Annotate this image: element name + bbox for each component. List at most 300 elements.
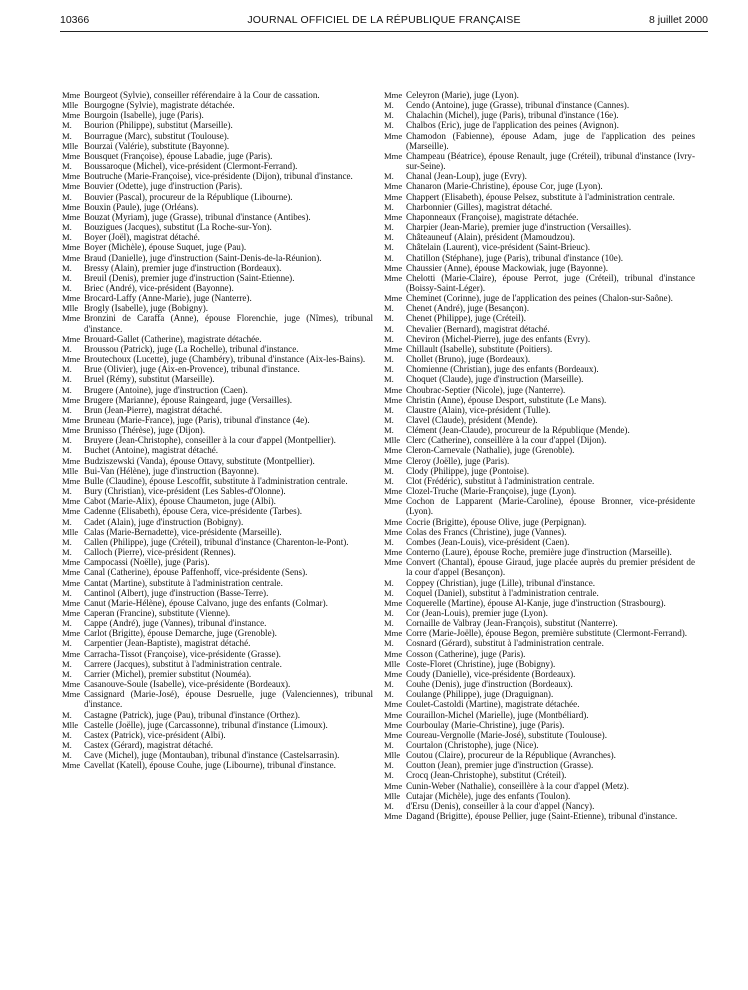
- entry-title: Mme: [62, 506, 81, 517]
- list-item: [384, 415, 695, 425]
- list-item: [62, 517, 373, 527]
- entry-title: M.: [384, 242, 394, 253]
- list-item: [384, 222, 695, 232]
- entry-title: M.: [62, 232, 72, 243]
- entry-text: Bourrague (Marc), substitut (Toulouse).: [84, 130, 230, 141]
- entry-title: Mme: [62, 567, 81, 578]
- entry-title: Mme: [62, 425, 81, 436]
- entry-text: Convert (Chantal), épouse Giraud, juge placée auprès du premier président de la cour d'appel (Besançon).: [406, 557, 695, 578]
- entry-text: Cassignard (Marie-José), épouse Desruelle, juge (Valenciennes), tribunal d'instance.: [84, 689, 373, 710]
- entry-text: Cappe (André), juge (Vannes), tribunal d'instance.: [84, 618, 267, 629]
- entry-title: Mme: [62, 628, 81, 639]
- list-item: [62, 273, 373, 283]
- entry-title: Mme: [62, 679, 81, 690]
- entry-title: Mme: [384, 90, 403, 100]
- issue-date: 8 juillet 2000: [649, 14, 708, 26]
- list-item: [384, 760, 695, 770]
- list-item: [62, 293, 373, 303]
- entry-title: M.: [62, 445, 72, 456]
- list-item: [62, 608, 373, 618]
- list-item: [384, 232, 695, 242]
- entry-title: Mme: [384, 516, 403, 527]
- entry-title: M.: [62, 130, 72, 141]
- entry-text: Cutajar (Michèle), juge des enfants (Toulon).: [406, 790, 571, 801]
- entry-title: M.: [62, 191, 72, 202]
- entry-title: M.: [384, 303, 394, 314]
- entry-title: Mme: [62, 475, 81, 486]
- list-item: [62, 506, 373, 516]
- entry-text: Breuil (Denis), premier juge d'instruction (Saint-Etienne).: [84, 272, 295, 283]
- entry-text: Combes (Jean-Louis), vice-président (Caen).: [406, 536, 570, 547]
- entry-title: Mme: [384, 384, 403, 395]
- list-item: [62, 344, 373, 354]
- list-item: [384, 354, 695, 364]
- list-item: [62, 659, 373, 669]
- list-item: [384, 131, 695, 151]
- entry-title: Mme: [62, 293, 81, 304]
- list-item: [384, 90, 695, 100]
- entry-text: Cave (Michel), juge (Montauban), tribunal d'instance (Castelsarrasin).: [84, 750, 340, 761]
- entry-text: Charpier (Jean-Marie), premier juge d'instruction (Versailles).: [406, 222, 632, 233]
- entry-title: Mme: [62, 313, 81, 324]
- entry-text: Cosson (Catherine), juge (Paris).: [406, 648, 526, 659]
- entry-title: Mme: [384, 272, 403, 283]
- list-item: [62, 435, 373, 445]
- entry-title: M.: [384, 171, 394, 182]
- list-item: [384, 740, 695, 750]
- list-item: [62, 141, 373, 151]
- entry-text: Claustre (Alain), vice-président (Tulle).: [406, 404, 551, 415]
- list-item: [62, 161, 373, 171]
- list-item: [384, 720, 695, 730]
- entry-title: M.: [62, 404, 72, 415]
- entry-text: Carrere (Jacques), substitut à l'administration centrale.: [84, 658, 282, 669]
- entry-title: M.: [62, 750, 72, 761]
- entry-text: Bronzini de Caraffa (Anne), épouse Florenchie, juge (Nîmes), tribunal d'instance.: [84, 313, 373, 334]
- list-item: [62, 486, 373, 496]
- list-item: [62, 567, 373, 577]
- entry-title: Mme: [62, 394, 81, 405]
- entry-text: Brogly (Isabelle), juge (Bobigny).: [84, 303, 209, 314]
- entry-text: Canal (Catherine), épouse Paffenhoff, vice-présidente (Sens).: [84, 567, 308, 578]
- list-item: [384, 445, 695, 455]
- list-item: [62, 649, 373, 659]
- list-item: [384, 557, 695, 577]
- entry-text: Dagand (Brigitte), épouse Pellier, juge (Saint-Etienne), tribunal d'instance.: [406, 811, 678, 822]
- list-item: [384, 293, 695, 303]
- entry-title: M.: [62, 435, 72, 446]
- entry-text: Bui-Van (Hélène), juge d'instruction (Bayonne).: [84, 465, 259, 476]
- entry-title: M.: [62, 587, 72, 598]
- entry-text: Bourgoin (Isabelle), juge (Paris).: [84, 110, 204, 121]
- list-item: [62, 537, 373, 547]
- entry-title: Mlle: [384, 658, 401, 669]
- entry-title: Mme: [62, 577, 81, 588]
- entry-title: M.: [384, 404, 394, 415]
- list-item: [62, 628, 373, 638]
- entry-title: Mme: [384, 455, 403, 466]
- entry-text: Broutechoux (Lucette), juge (Chambéry), tribunal d'instance (Aix-les-Bains).: [84, 354, 366, 365]
- list-item: [384, 364, 695, 374]
- entry-title: Mme: [62, 415, 81, 425]
- list-item: [384, 263, 695, 273]
- list-item: [384, 679, 695, 689]
- entry-text: Bruel (Rémy), substitut (Marseille).: [84, 374, 215, 385]
- list-item: [384, 811, 695, 821]
- entry-text: Coureau-Vergnolle (Marie-José), substitute (Toulouse).: [406, 729, 607, 740]
- entry-title: Mme: [62, 557, 81, 568]
- entry-text: Chenet (Philippe), juge (Créteil).: [406, 313, 526, 324]
- list-item: [62, 730, 373, 740]
- entry-text: Charbonnier (Gilles), magistrat détaché.: [406, 201, 553, 212]
- entry-text: Christin (Anne), épouse Desport, substitute (Le Mans).: [406, 394, 607, 405]
- entry-text: Budziszewski (Vanda), épouse Ottavy, substitute (Montpellier).: [84, 455, 315, 466]
- entry-title: Mlle: [62, 465, 79, 476]
- list-item: [62, 90, 373, 100]
- entry-title: Mme: [62, 150, 81, 161]
- entry-text: Cor (Jean-Louis), premier juge (Lyon).: [406, 607, 548, 618]
- list-item: [62, 192, 373, 202]
- entry-text: Cocrie (Brigitte), épouse Olive, juge (Perpignan).: [406, 516, 587, 527]
- entry-text: Cosnard (Gérard), substitut à l'administration centrale.: [406, 638, 604, 649]
- entry-text: Brugere (Marianne), épouse Raingeard, juge (Versailles).: [84, 394, 293, 405]
- entry-text: Clody (Philippe), juge (Pontoise).: [406, 465, 530, 476]
- list-item: [384, 801, 695, 811]
- list-item: [384, 598, 695, 608]
- entry-title: M.: [384, 415, 394, 425]
- entry-title: M.: [384, 770, 394, 781]
- entry-title: M.: [384, 679, 394, 690]
- entry-text: Buchet (Antoine), magistrat détaché.: [84, 445, 219, 456]
- entry-text: Corre (Marie-Joëlle), épouse Begon, première substitute (Clermont-Ferrand).: [406, 628, 688, 639]
- entry-text: Coutou (Claire), procureur de la République (Avranches).: [406, 750, 616, 761]
- list-item: [384, 151, 695, 171]
- entry-title: M.: [62, 740, 72, 750]
- list-item: [384, 405, 695, 415]
- entry-text: Cantat (Martine), substitute à l'administration centrale.: [84, 577, 283, 588]
- entry-title: Mme: [62, 110, 81, 121]
- list-item: [384, 699, 695, 709]
- entry-title: M.: [62, 161, 72, 172]
- list-item: [62, 263, 373, 273]
- header-rule: [60, 31, 708, 32]
- list-item: [384, 273, 695, 293]
- entry-title: M.: [384, 232, 394, 243]
- list-item: [62, 334, 373, 344]
- entry-title: M.: [384, 333, 394, 344]
- list-item: [384, 608, 695, 618]
- list-item: [62, 131, 373, 141]
- list-item: [62, 232, 373, 242]
- entry-title: M.: [62, 343, 72, 354]
- entry-text: Bourzai (Valérie), substitute (Bayonne).: [84, 140, 230, 151]
- list-item: [384, 527, 695, 537]
- list-item: [62, 395, 373, 405]
- list-item: [62, 374, 373, 384]
- entry-title: Mme: [384, 547, 403, 558]
- entry-title: Mlle: [62, 719, 79, 730]
- entry-text: Clavel (Claude), président (Mende).: [406, 415, 538, 425]
- entry-title: M.: [384, 607, 394, 618]
- entry-text: d'Ersu (Denis), conseiller à la cour d'appel (Nancy).: [406, 800, 595, 811]
- entry-text: Calloch (Pierre), vice-président (Rennes).: [84, 547, 236, 558]
- list-item: [384, 476, 695, 486]
- list-item: [384, 334, 695, 344]
- entry-title: M.: [384, 475, 394, 486]
- list-item: [62, 750, 373, 760]
- entry-text: Brocard-Laffy (Anne-Marie), juge (Nanterre).: [84, 293, 252, 304]
- entry-title: M.: [62, 486, 72, 497]
- entry-text: Calas (Marie-Bernadette), vice-présidente (Marseille).: [84, 526, 282, 537]
- list-item: [62, 415, 373, 425]
- entry-title: Mlle: [384, 790, 401, 801]
- list-item: [62, 578, 373, 588]
- entry-text: Chollet (Bruno), juge (Bordeaux).: [406, 354, 531, 365]
- list-item: [384, 537, 695, 547]
- entry-text: Cheviron (Michel-Pierre), juge des enfants (Evry).: [406, 333, 591, 344]
- list-item: [384, 547, 695, 557]
- list-item: [384, 638, 695, 648]
- list-item: [384, 517, 695, 527]
- list-item: [384, 242, 695, 252]
- entry-text: Casanouve-Soule (Isabelle), vice-présidente (Bordeaux).: [84, 679, 291, 690]
- list-item: [384, 313, 695, 323]
- list-item: [384, 110, 695, 120]
- list-item: [62, 242, 373, 252]
- entry-title: Mme: [384, 780, 403, 791]
- entry-text: Celeyron (Marie), juge (Lyon).: [406, 90, 519, 100]
- list-item: [384, 385, 695, 395]
- entry-title: Mme: [384, 729, 403, 740]
- list-item: [62, 476, 373, 486]
- entry-text: Campocassi (Noëlle), juge (Paris).: [84, 557, 210, 568]
- list-item: [62, 638, 373, 648]
- entry-text: Chanal (Jean-Loup), juge (Evry).: [406, 171, 527, 182]
- entry-title: Mme: [384, 811, 403, 822]
- entry-title: M.: [384, 201, 394, 212]
- entry-text: Castex (Patrick), vice-président (Albi).: [84, 729, 226, 740]
- entry-text: Carlot (Brigitte), épouse Demarche, juge (Grenoble).: [84, 628, 277, 639]
- entry-text: Coste-Floret (Christine), juge (Bobigny).: [406, 658, 556, 669]
- entry-text: Bruyere (Jean-Christophe), conseiller à la cour d'appel (Montpellier).: [84, 435, 336, 446]
- entry-text: Bressy (Alain), premier juge d'instruction (Bordeaux).: [84, 262, 282, 273]
- entry-title: Mme: [62, 201, 81, 212]
- entry-title: Mme: [384, 719, 403, 730]
- entry-title: M.: [62, 709, 72, 720]
- entry-text: Clozel-Truche (Marie-Françoise), juge (Lyon).: [406, 486, 577, 497]
- entry-text: Bouvier (Pascal), procureur de la République (Libourne).: [84, 191, 293, 202]
- entry-title: Mme: [384, 699, 403, 710]
- list-item: [384, 466, 695, 476]
- entry-text: Chamodon (Fabienne), épouse Adam, juge de l'application des peines (Marseille).: [406, 130, 695, 151]
- list-item: [384, 588, 695, 598]
- entry-text: Chaussier (Anne), épouse Mackowiak, juge (Bayonne).: [406, 262, 609, 273]
- list-item: [384, 435, 695, 445]
- entry-text: Chevalier (Bernard), magistrat détaché.: [406, 323, 550, 334]
- entry-text: Cadet (Alain), juge d'instruction (Bobigny).: [84, 516, 244, 527]
- list-item: [62, 222, 373, 232]
- list-item: [62, 110, 373, 120]
- entry-text: Caperan (Francine), substitute (Vienne).: [84, 607, 231, 618]
- entry-text: Bruneau (Marie-France), juge (Paris), tribunal d'instance (4e).: [84, 415, 310, 425]
- list-item: [384, 669, 695, 679]
- entry-text: Cochon de Lapparent (Marie-Caroline), épouse Bronner, vice-présidente (Lyon).: [406, 496, 695, 517]
- list-item: [62, 588, 373, 598]
- entry-text: Chenet (André), juge (Besançon).: [406, 303, 529, 314]
- list-item: [62, 679, 373, 689]
- entry-text: Bouzigues (Jacques), substitut (La Roche-sur-Yon).: [84, 222, 272, 233]
- entry-title: M.: [62, 374, 72, 385]
- entry-text: Boussaroque (Michel), vice-président (Clermont-Ferrand).: [84, 161, 298, 172]
- entry-text: Bousquet (Françoise), épouse Labadie, juge (Paris).: [84, 150, 273, 161]
- right-column: [384, 90, 695, 821]
- list-item: [384, 578, 695, 588]
- entry-text: Cadenne (Elisabeth), épouse Cera, vice-présidente (Tarbes).: [84, 506, 303, 517]
- list-item: [62, 253, 373, 263]
- entry-title: Mme: [384, 648, 403, 659]
- list-item: [384, 171, 695, 181]
- entry-text: Briec (André), vice-président (Bayonne).: [84, 282, 234, 293]
- list-item: [62, 557, 373, 567]
- entry-title: M.: [384, 364, 394, 375]
- list-item: [384, 618, 695, 628]
- entry-title: M.: [62, 282, 72, 293]
- list-item: [384, 750, 695, 760]
- entry-text: Carpentier (Jean-Baptiste), magistrat détaché.: [84, 638, 251, 649]
- list-item: [384, 791, 695, 801]
- entry-text: Coppey (Christian), juge (Lille), tribunal d'instance.: [406, 577, 596, 588]
- list-item: [62, 171, 373, 181]
- entry-title: M.: [62, 384, 72, 395]
- entry-text: Castex (Gérard), magistrat détaché.: [84, 740, 214, 750]
- entry-title: Mme: [62, 354, 81, 365]
- entry-text: Châtelain (Laurent), vice-président (Saint-Brieuc).: [406, 242, 591, 253]
- entry-text: Cheminet (Corinne), juge de l'application des peines (Chalon-sur-Saône).: [406, 293, 673, 304]
- entry-text: Brue (Olivier), juge (Aix-en-Provence), tribunal d'instance.: [84, 364, 300, 375]
- list-item: [384, 496, 695, 516]
- entry-text: Coquerelle (Martine), épouse Al-Kanje, juge d'instruction (Strasbourg).: [406, 597, 666, 608]
- entry-text: Coudy (Danielle), vice-présidente (Bordeaux).: [406, 668, 576, 679]
- list-item: [384, 781, 695, 791]
- entry-title: M.: [384, 425, 394, 436]
- entry-text: Cendo (Antoine), juge (Grasse), tribunal d'instance (Cannes).: [406, 100, 630, 111]
- left-column: [62, 90, 373, 770]
- list-item: [62, 740, 373, 750]
- list-item: [62, 202, 373, 212]
- entry-title: M.: [384, 740, 394, 750]
- entry-title: M.: [384, 618, 394, 629]
- entry-title: M.: [62, 364, 72, 375]
- entry-text: Chaponneaux (Françoise), magistrate détachée.: [406, 211, 579, 222]
- entry-title: M.: [62, 516, 72, 527]
- entry-title: M.: [62, 536, 72, 547]
- entry-title: Mme: [62, 242, 81, 253]
- list-item: [62, 710, 373, 720]
- entry-text: Cleron-Carnevale (Nathalie), juge (Grenoble).: [406, 445, 575, 456]
- list-item: [384, 689, 695, 699]
- list-item: [62, 405, 373, 415]
- entry-text: Chillault (Isabelle), substitute (Poitiers).: [406, 343, 553, 354]
- entry-text: Carracha-Tissot (Françoise), vice-présidente (Grasse).: [84, 648, 281, 659]
- entry-text: Canut (Marie-Hélène), épouse Calvano, juge des enfants (Colmar).: [84, 597, 328, 608]
- entry-title: Mme: [384, 496, 403, 507]
- entry-title: Mme: [384, 191, 403, 202]
- entry-title: M.: [384, 323, 394, 334]
- entry-title: M.: [384, 354, 394, 365]
- entry-title: M.: [384, 110, 394, 121]
- entry-title: Mme: [384, 486, 403, 497]
- entry-title: M.: [384, 465, 394, 476]
- entry-text: Bouzat (Myriam), juge (Grasse), tribunal d'instance (Antibes).: [84, 211, 311, 222]
- entry-text: Boyer (Michèle), épouse Suquet, juge (Pau).: [84, 242, 247, 253]
- entry-title: M.: [384, 587, 394, 598]
- entry-text: Conterno (Laure), épouse Roche, première juge d'instruction (Marseille).: [406, 547, 672, 558]
- entry-text: Chatillon (Stéphane), juge (Paris), tribunal d'instance (10e).: [406, 252, 624, 263]
- entry-text: Carrier (Michel), premier substitut (Nouméa).: [84, 668, 252, 679]
- entry-text: Cantinol (Albert), juge d'instruction (Basse-Terre).: [84, 587, 269, 598]
- entry-text: Courtalon (Christophe), juge (Nice).: [406, 740, 539, 750]
- entry-title: Mme: [62, 607, 81, 618]
- list-item: [384, 202, 695, 212]
- entry-text: Choubrac-Septier (Nicole), juge (Nanterre).: [406, 384, 566, 395]
- entry-text: Cornaille de Valbray (Jean-François), substitut (Nanterre).: [406, 618, 618, 629]
- list-item: [62, 212, 373, 222]
- entry-text: Champeau (Béatrice), épouse Renault, juge (Créteil), tribunal d'instance (Ivry-sur-Seine).: [406, 150, 695, 172]
- entry-title: M.: [62, 272, 72, 283]
- entry-text: Castagne (Patrick), juge (Pau), tribunal d'instance (Orthez).: [84, 709, 301, 720]
- entry-title: Mme: [384, 597, 403, 608]
- entry-title: M.: [384, 313, 394, 324]
- list-item: [62, 689, 373, 709]
- entry-title: Mlle: [62, 303, 79, 314]
- entry-text: Chalbos (Eric), juge de l'application des peines (Avignon).: [406, 120, 619, 131]
- entry-title: Mme: [384, 557, 403, 568]
- entry-text: Chanaron (Marie-Christine), épouse Cor, juge (Lyon).: [406, 181, 603, 192]
- entry-text: Clément (Jean-Claude), procureur de la République (Mende).: [406, 425, 630, 436]
- entry-title: Mlle: [384, 750, 401, 761]
- entry-text: Callen (Philippe), juge (Créteil), tribunal d'instance (Charenton-le-Pont).: [84, 536, 349, 547]
- entry-text: Boyer (Joël), magistrat détaché.: [84, 232, 200, 243]
- entry-text: Courboulay (Marie-Christine), juge (Paris).: [406, 719, 565, 730]
- entry-title: M.: [62, 222, 72, 233]
- entry-title: M.: [384, 760, 394, 771]
- list-item: [384, 324, 695, 334]
- list-item: [62, 385, 373, 395]
- entry-text: Chalachin (Michel), juge (Paris), tribunal d'instance (16e).: [406, 110, 619, 121]
- entry-title: Mme: [62, 252, 81, 263]
- list-item: [384, 649, 695, 659]
- list-item: [384, 303, 695, 313]
- entry-title: M.: [62, 668, 72, 679]
- entry-title: Mme: [384, 628, 403, 639]
- list-item: [62, 151, 373, 161]
- entry-text: Coulange (Philippe), juge (Draguignan).: [406, 689, 554, 700]
- entry-title: Mme: [384, 293, 403, 304]
- list-item: [62, 720, 373, 730]
- entry-title: Mme: [62, 597, 81, 608]
- list-item: [384, 659, 695, 669]
- entry-title: Mme: [384, 709, 403, 720]
- list-item: [384, 628, 695, 638]
- entry-title: M.: [384, 252, 394, 263]
- page-number: 10366: [60, 14, 90, 26]
- entry-title: Mme: [384, 343, 403, 354]
- list-item: [62, 618, 373, 628]
- list-item: [384, 486, 695, 496]
- entry-title: M.: [62, 638, 72, 649]
- list-item: [384, 100, 695, 110]
- entry-text: Clerc (Catherine), conseillère à la cour d'appel (Dijon).: [406, 435, 607, 446]
